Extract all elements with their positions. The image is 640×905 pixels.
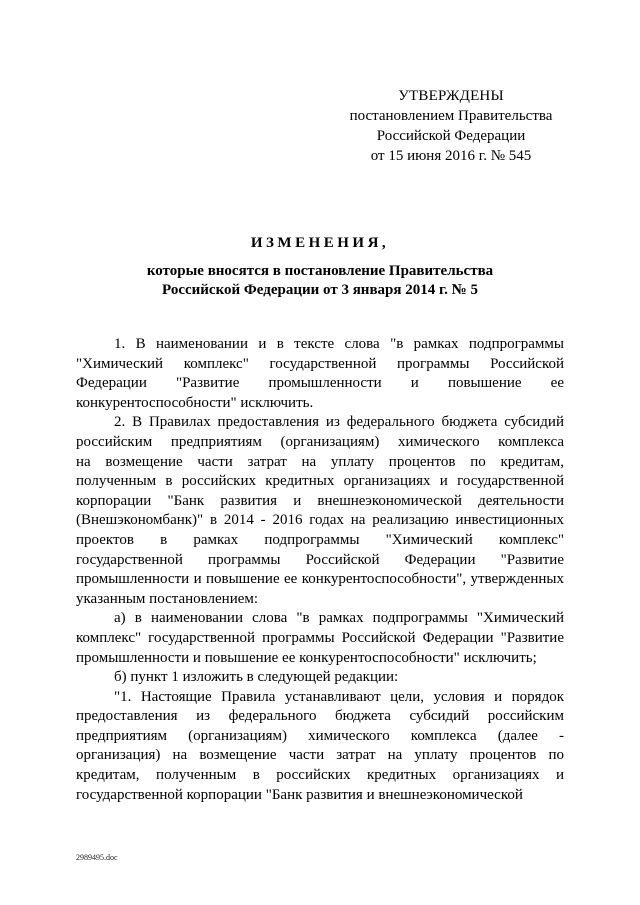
text-line: б) пункт 1 изложить в следующей редакции: — [114, 669, 399, 686]
approval-block — [320, 86, 582, 166]
approval-title: УТВЕРЖДЕНЫ — [398, 88, 504, 104]
document-body — [76, 335, 564, 805]
subheading-line-2: Российской Федерации от 3 января 2014 г. № 5 — [162, 282, 478, 298]
text-line: полученным в российских кредитных организациях и государственной — [76, 473, 564, 490]
text-line: комплекс" государственной программы Российской Федерации "Развитие — [76, 629, 564, 646]
text-line: "1. Настоящие Правила устанавливают цели, условия и порядок — [114, 688, 564, 705]
approval-line-2: Российской Федерации — [376, 128, 526, 144]
text-line: а) в наименовании слова "в рамках подпрограммы "Химический — [114, 610, 564, 627]
text-line: организация) на возмещение части затрат на уплату процентов по — [76, 747, 564, 764]
paragraph-3 — [76, 609, 564, 668]
approval-line-1: постановлением Правительства — [349, 108, 553, 124]
approval-line-3: от 15 июня 2016 г. № 545 — [370, 148, 532, 164]
paragraph-4 — [76, 668, 564, 688]
document-code: 2989495.doc — [76, 853, 118, 862]
text-line: государственной корпорации "Банк развития и внешнеэкономической — [76, 786, 523, 803]
text-line: предприятиям (организациям) химического комплекса (далее - — [76, 727, 564, 744]
text-line: государственной программы Российской Федерации "Развитие — [76, 551, 564, 568]
text-line: указанным постановлением: — [76, 590, 259, 607]
text-line: (Внешэкономбанк)" в 2014 - 2016 годах на реализацию инвестиционных — [76, 512, 564, 529]
text-line: российским предприятиям (организациям) химического комплекса — [76, 433, 564, 450]
text-line: корпорации "Банк развития и внешнеэкономической деятельности — [76, 492, 564, 509]
text-line: промышленности и повышение ее конкурентоспособности" исключить; — [76, 649, 537, 666]
text-line: промышленности и повышение ее конкурентоспособности", утвержденных — [76, 571, 564, 588]
paragraph-2 — [76, 413, 564, 609]
subheading-line-1: которые вносятся в постановление Правительства — [146, 263, 494, 279]
text-line: "Химический комплекс" государственной программы Российской — [76, 355, 564, 372]
text-line: предоставления из федерального бюджета субсидий российским — [76, 708, 564, 725]
text-line: кредитам, полученным в российских кредитных организациях и — [76, 767, 564, 784]
paragraph-5 — [76, 688, 564, 806]
text-line: проектов в рамках подпрограммы "Химический комплекс" — [76, 531, 564, 548]
paragraph-1 — [76, 335, 564, 413]
text-line: Федерации "Развитие промышленности и повышение ее — [76, 375, 564, 392]
document-subheading — [76, 262, 564, 300]
text-line: 1. В наименовании и в тексте слова "в рамках подпрограммы — [114, 336, 564, 352]
text-line: конкурентоспособности" исключить. — [76, 394, 314, 411]
text-line: на возмещение части затрат на уплату процентов по кредитам, — [76, 453, 564, 470]
text-line: 2. В Правилах предоставления из федерального бюджета субсидий — [114, 414, 564, 431]
document-heading: ИЗМЕНЕНИЯ, — [250, 235, 390, 251]
